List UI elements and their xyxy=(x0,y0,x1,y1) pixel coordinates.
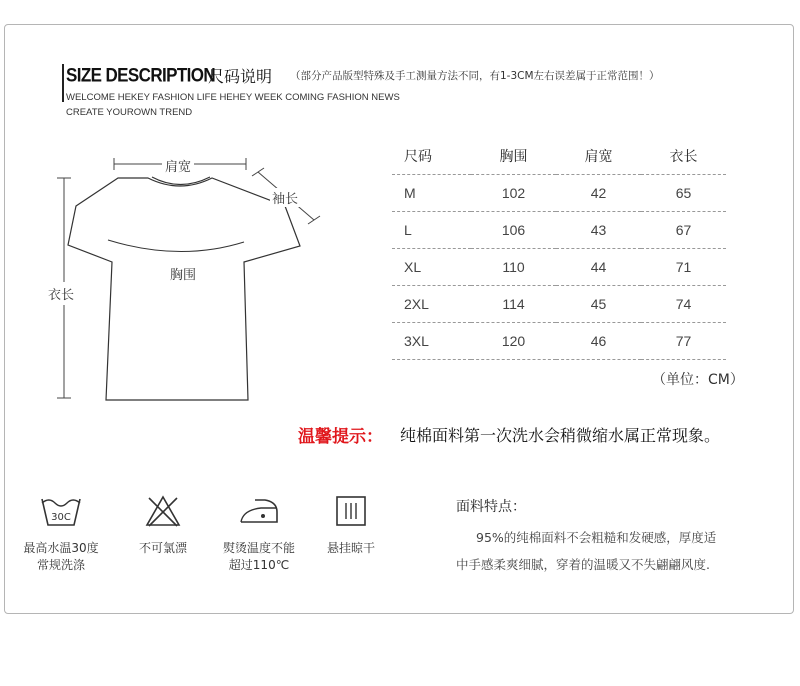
chest-cell: 114 xyxy=(471,286,556,323)
length-cell: 71 xyxy=(641,249,726,286)
header-shoulder: 肩宽 xyxy=(556,138,641,175)
size-cell: 3XL xyxy=(392,323,471,360)
header-length: 衣长 xyxy=(641,138,726,175)
size-cell: XL xyxy=(392,249,471,286)
header-size: 尺码 xyxy=(392,138,471,175)
shoulder-cell: 45 xyxy=(556,286,641,323)
shoulder-cell: 44 xyxy=(556,249,641,286)
care-iron-line1: 熨烫温度不能 xyxy=(222,541,295,555)
shoulder-label: 肩宽 xyxy=(162,156,194,175)
chest-cell: 106 xyxy=(471,212,556,249)
header-subtitle-1: WELCOME HEKEY FASHION LIFE HEHEY WEEK COMING FASHION NEWS xyxy=(66,92,400,103)
measurement-note: （部分产品版型特殊及手工测量方法不同，有1-3CM左右误差属于正常范围！） xyxy=(290,70,660,82)
table-row xyxy=(392,175,726,212)
size-description-title-cn: 尺码说明 xyxy=(208,67,273,86)
care-wash-line2: 常规洗涤 xyxy=(36,558,85,572)
table-row xyxy=(392,323,726,360)
fabric-features-title: 面料特点： xyxy=(456,499,526,515)
chest-label: 胸围 xyxy=(170,268,197,283)
table-row xyxy=(392,212,726,249)
chest-cell: 102 xyxy=(471,175,556,212)
wash-30-icon xyxy=(39,493,83,529)
shoulder-cell: 43 xyxy=(556,212,641,249)
no-bleach-icon xyxy=(145,494,181,528)
shoulder-cell: 42 xyxy=(556,175,641,212)
chest-cell: 110 xyxy=(471,249,556,286)
iron-icon xyxy=(237,494,281,528)
size-cell: 2XL xyxy=(392,286,471,323)
care-wash xyxy=(6,488,116,574)
size-description-title: SIZE DESCRIPTION xyxy=(66,64,216,86)
table-row xyxy=(392,249,726,286)
fabric-features-line2: 中手感柔爽细腻，穿着的温暖又不失翩翩风度. xyxy=(456,557,710,572)
tip-label: 温馨提示： xyxy=(298,427,383,447)
care-no-bleach-line1: 不可氯漂 xyxy=(138,541,187,555)
size-cell: L xyxy=(392,212,471,249)
hang-dry-icon xyxy=(334,494,368,528)
care-no-bleach xyxy=(108,488,218,557)
care-wash-line1: 最高水温30度 xyxy=(23,541,99,555)
length-cell: 77 xyxy=(641,323,726,360)
tshirt-measurement-diagram xyxy=(40,150,340,410)
care-iron-line2: 超过110℃ xyxy=(228,558,290,572)
fabric-features-line1: 95%的纯棉面料不会粗糙和发硬感，厚度适 xyxy=(476,530,717,545)
length-cell: 65 xyxy=(641,175,726,212)
care-hang-dry xyxy=(296,488,406,557)
wash-temp-text: 30C xyxy=(51,512,71,523)
chest-cell: 120 xyxy=(471,323,556,360)
header-accent-bar xyxy=(62,64,64,102)
care-hang-dry-line1: 悬挂晾干 xyxy=(326,541,375,555)
size-cell: M xyxy=(392,175,471,212)
shoulder-cell: 46 xyxy=(556,323,641,360)
size-table-header xyxy=(392,138,726,175)
length-label: 衣长 xyxy=(48,282,74,305)
tip-text: 纯棉面料第一次洗水会稍微缩水属正常现象。 xyxy=(400,426,721,445)
length-cell: 67 xyxy=(641,212,726,249)
table-row xyxy=(392,286,726,323)
length-cell: 74 xyxy=(641,286,726,323)
size-table xyxy=(392,138,726,360)
unit-label: （单位：CM） xyxy=(652,372,744,388)
sleeve-label: 袖长 xyxy=(270,188,300,207)
header-subtitle-2: CREATE YOUROWN TREND xyxy=(66,107,193,118)
header-chest: 胸围 xyxy=(471,138,556,175)
